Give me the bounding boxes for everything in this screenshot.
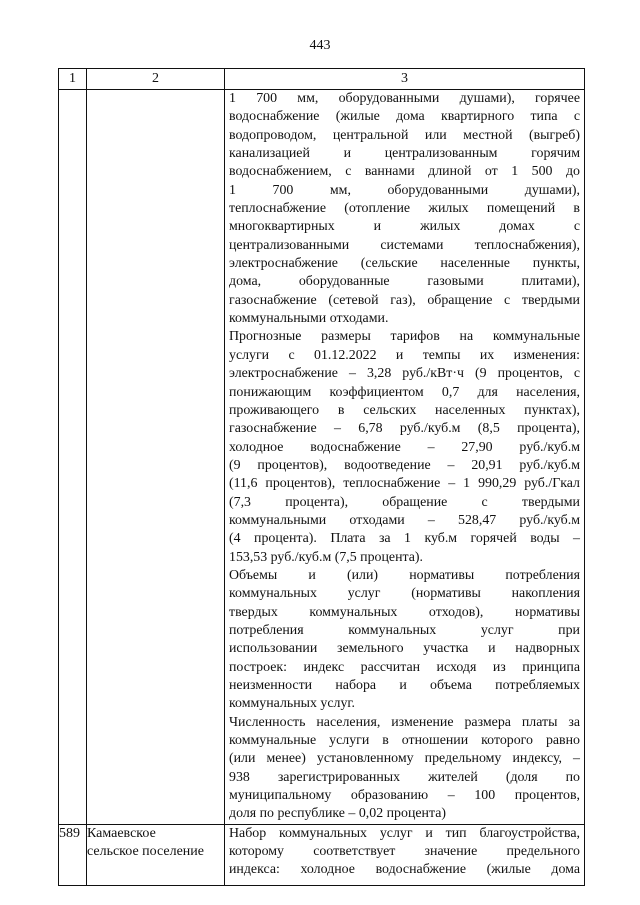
settlement-name-line: сельское поселение [87,844,204,860]
text-line: услуги с 01.12.2022 и темпы их изменения: [229,347,580,363]
text-line: водоснабжением, с ваннами длиной от 1 500 до [229,164,580,180]
text-line: холодное водоснабжение – 27,90 руб./куб.м [229,439,580,455]
column-header-1: 1 [59,69,87,90]
settlement-name [87,824,225,885]
page-number: 443 [309,38,331,53]
text-line: муниципальному образованию – 100 процентов, [229,788,580,804]
text-line: проживающего в сельских населенных пунктах), [229,402,580,418]
paragraph-population [225,714,584,824]
text-line: (7,3 процента), обращение с твердыми [229,494,580,510]
text-line: водопроводом, центральной или местной (выгреб) [229,127,580,143]
text-line: газоснабжение – 6,78 руб./куб.м (8,5 процента), [229,421,580,437]
column-header-3: 3 [225,69,585,90]
text-line: Объемы и (или) нормативы потребления [229,567,580,583]
paragraph-consumption-volumes [225,567,584,714]
text-line: теплоснабжение (отопление жилых помещений в [229,201,580,217]
paragraph-row-589 [225,825,584,880]
table-row-589 [59,824,585,885]
text-line: понижающим коэффициентом 0,7 для населения, [229,384,580,400]
text-line: твердых коммунальных отходов), нормативы [229,604,580,620]
text-line: потребления коммунальных услуг при [229,622,580,638]
text-line: 938 зарегистрированных жителей (доля по [229,769,580,785]
text-line: индекса: холодное водоснабжение (жилые дома [229,862,580,878]
text-line: Прогнозные размеры тарифов на коммунальные [229,329,580,345]
text-line: (11,6 процентов), теплоснабжение – 1 990,29 руб./Гкал [229,476,580,492]
text-line: 1 700 мм, оборудованными душами), [229,182,580,198]
text-line: доля по республике – 0,02 процента) [229,806,447,822]
text-line: коммунальных услуг. [229,696,356,712]
text-line: многоквартирных и жилых домах с [229,219,580,235]
text-line: коммунальными отходами – 528,47 руб./куб.м [229,512,580,528]
settlement-name-line: Камаевское [87,825,156,841]
text-line: газоснабжение (сетевой газ), обращение с твердыми [229,292,580,308]
text-line: Набор коммунальных услуг и тип благоустройства, [229,825,580,841]
settlement-name-cell [87,90,225,825]
paragraph-utilities-set [225,90,584,328]
paragraph-tariff-forecast [225,328,584,566]
text-line: которому соответствует значение предельного [229,844,580,860]
row-number: 589 [59,824,87,885]
text-line: использовании земельного участка и надворных [229,641,580,657]
text-line: коммунальных услуг (нормативы накопления [229,586,580,602]
text-line: канализацией и централизованным горячим [229,146,580,162]
text-line: 153,53 руб./куб.м (7,5 процента). [229,549,424,565]
description-cell [225,90,585,825]
text-line: электроснабжение (сельские населенные пункты, [229,256,580,272]
text-line: коммунальные услуги в отношении которого равно [229,733,580,749]
text-line: неизменности набора и объема потребляемых [229,678,580,693]
text-line: построек: индекс рассчитан исходя из принципа [229,659,580,675]
text-line: (или менее) установленному предельному индексу, – [229,751,580,767]
row-number-cell [59,90,87,825]
description-cell [225,824,585,885]
column-header-2: 2 [87,69,225,90]
text-line: (4 процента). Плата за 1 куб.м горячей воды – [229,531,580,547]
table-row-continued [59,90,585,825]
text-line: централизованными системами теплоснабжения), [229,237,580,253]
table-header-row [59,69,585,90]
text-line: водоснабжение (жилые дома квартирного типа с [229,109,580,125]
text-line: (9 процентов), водоотведение – 20,91 руб./куб.м [229,457,580,473]
text-line: дома, оборудованные газовыми плитами), [229,274,580,290]
text-line: 1 700 мм, оборудованными душами), горячее [229,91,580,106]
text-line: электроснабжение – 3,28 руб./кВт·ч (9 процентов, с [229,366,580,382]
text-line: Численность населения, изменение размера платы за [229,714,580,730]
tariff-table [58,68,585,886]
text-line: коммунальными отходами. [229,311,389,327]
